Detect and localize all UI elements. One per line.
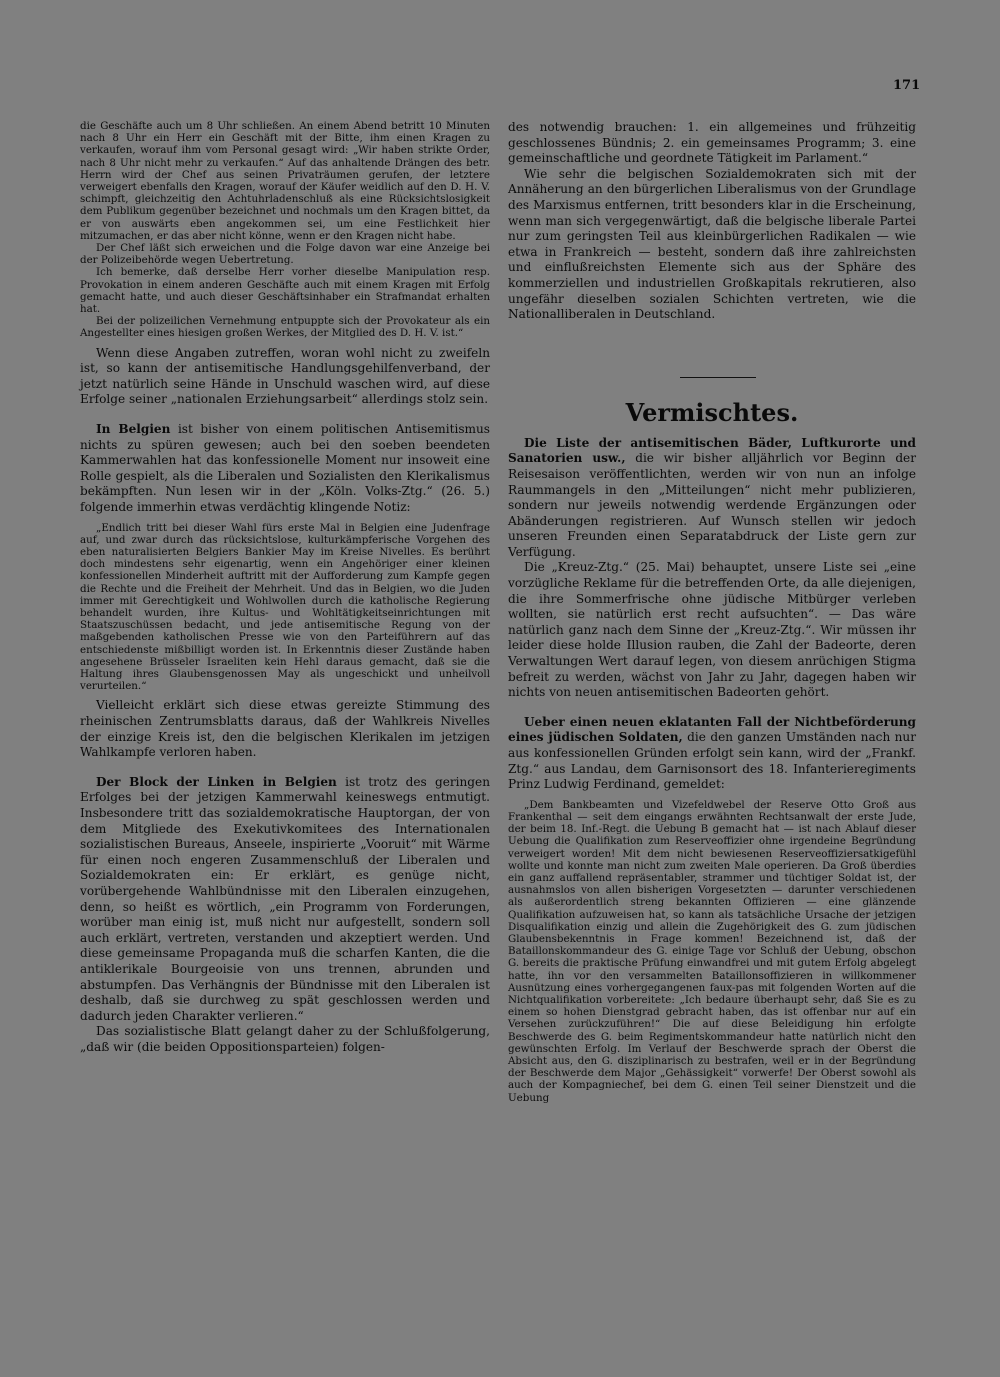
liste-heading: Die Liste der antisemitischen Bäder, Luftkurorte und Sanatorien usw.,: [508, 435, 916, 466]
belgien-heading: In Belgien: [96, 422, 171, 437]
quote-paragraph: die Geschäfte auch um 8 Uhr schließen. An einem Abend betritt 10 Minuten nach 8 Uhr ein Herr ein Geschäft mit der Bitte, ihm einen Kragen zu verkaufen, worauf ihm vom Personal gesagt wird: „Wir haben strikte Order, nach 8 Uhr nicht mehr zu verkaufen.“ Auf das anhaltende Drängen des betr. Herrn wird der Chef aus seinen Privaträumen gerufen, der letztere verweigert ebenfalls den Kragen, worauf der Käufer weidlich auf den D. H. V. schimpft, gleichzeitig den Achtuhrladenschluß als eine Rücksichtslosigkeit dem Publikum gegenüber bezeichnet und nochmals um den Kragen bittet, da er von auswärts eben angekommen sei, um eine Festlichkeit hier mitzumachen, er das aber nicht könne, wenn er den Kragen nicht habe.: [80, 120, 490, 242]
quote-paragraph: Bei der polizeilichen Vernehmung entpuppte sich der Provokateur als ein Angestellter eines hiesigen großen Werkes, der Mitglied des D. H. V. ist.“: [80, 315, 490, 340]
quote-paragraph: Ich bemerke, daß derselbe Herr vorher dieselbe Manipulation resp. Provokation in einem anderen Geschäfte auch mit einem Kragen mit Erfolg gemacht hatte, und auch dieser Geschäftsinhaber ein Strafmandat erhalten hat.: [80, 266, 490, 316]
block-paragraph: [80, 775, 490, 1025]
quote-paragraph: „Dem Bankbeamten und Vizefeldwebel der Reserve Otto Groß aus Frankenthal — seit dem eingangs erwähnten Rechtsanwalt der erste Jude, der beim 18. Inf.-Regt. die Uebung B gemacht hat — ist nach Ablauf dieser Uebung die Qualifikation zum Reserveoffizier ohne irgendeine Begründung verweigert worden! Mit dem nicht bewiesenen Reserveoffiziersatkigefühl wollte und konnte man nicht zum zweiten Male operieren. Da Groß überdies ein ganz auffallend repräsentabler, strammer und tüchtiger Soldat ist, der ausnahmslos von allen bisherigen Vorgesetzten — darunter verschiedenen als außerordentlich streng bekannten Offizieren — eine glänzende Qualifikation aufzuweisen hat, so kann als tatsächliche Ursache der jetzigen Disqualifikation einzig und allein die Zugehörigkeit des G. zum jüdischen Glaubensbekenntnis in Frage kommen! Bezeichnend ist, daß der Bataillonskommandeur des G. einige Tage vor Schluß der Uebung, obschon G. bereits die praktische Prüfung einwandfrei und mit gutem Erfolg abgelegt hatte, ihn vor den versammelten Bataillonsoffizieren in willkommener Ausnützung eines vorhergegangenen faux-pas mit folgenden Worten auf die Nichtqualifikation vorbereitete: „Ich bedaure überhaupt sehr, daß Sie es zu einem so hohen Dienstgrad gebracht haben, das ist offenbar nur auf ein Versehen zurückzuführen!“ Die auf diese Beleidigung hin erfolgte Beschwerde des G. beim Regimentskommandeur hatte natürlich nicht den gewünschten Erfolg. Im Verlauf der Beschwerde sprach der Oberst die Absicht aus, den G. disziplinarisch zu bestrafen, weil er in der Begründung der Beschwerde dem Major „Gehässigkeit“ vorwerfe! Der Oberst sowohl als auch der Kompagniechef, bei dem G. einen Teil seiner Dienstzeit und die Uebung: [508, 798, 916, 1104]
body-paragraph: Die „Kreuz-Ztg.“ (25. Mai) behauptet, unsere Liste sei „eine vorzügliche Reklame für die betreffenden Orte, da alle diejenigen, die ihre Sommerfrische ohne jüdische Mitbürger verleben wollten, sie natürlich erst recht aufsuchten“. — Das wäre natürlich ganz nach dem Sinne der „Kreuz-Ztg.“. Wir müssen ihr leider diese holde Illusion rauben, die Zahl der Badeorte, deren Verwaltungen Wert darauf legen, von diesem anrüchigen Stigma befreit zu werden, wächst von Jahr zu Jahr, dagegen haben wir nichts von neuen antisemitischen Badeorten gehört.: [508, 560, 916, 700]
fall-paragraph: [508, 715, 916, 793]
body-paragraph: Das sozialistische Blatt gelangt daher zu der Schlußfolgerung, „daß wir (die beiden Oppositionsparteien) folgen-: [80, 1024, 490, 1054]
quote-paragraph: „Endlich tritt bei dieser Wahl fürs erste Mal in Belgien eine Judenfrage auf, und zwar durch das rücksichtslose, kulturkämpferische Vorgehen des eben naturalisierten Belgiers Bankier May im Kreise Nivelles. Es berührt doch mindestens sehr eigenartig, wenn ein Angehöriger einer kleinen konfessionellen Minderheit auftritt mit der Aufforderung zum Kampfe gegen die Rechte und die Freiheit der Mehrheit. Und das in Belgien, wo die Juden immer mit Gerechtigkeit und Wohlwollen durch die katholische Regierung behandelt wurden, ihre Kultus- und Wohltätigkeitseinrichtungen mit Staatszuschüssen bedacht, und jede antisemitische Regung von der maßgebenden katholischen Presse wie von den Parteiführern auf das entschiedenste mißbilligt worden ist. In Erkenntnis dieser Zustände haben angesehene Brüsseler Israeliten kein Hehl daraus gemacht, daß sie die Haltung ihres Glaubensgenossen May als ungeschickt und unheilvoll verurteilen.“: [80, 521, 490, 693]
liste-text: die wir bisher alljährlich vor Beginn der Reisesaison veröffentlichten, werden wir von nun an infolge Raummangels in den „Mitteilungen“ nicht mehr publizieren, sondern nur jeweils notwendig werdende Ergänzungen oder Abänderungen registrieren. Auf Wunsch stellen wir jedoch unseren Freunden einen Separatabdruck der Liste gern zur Verfügung.: [508, 451, 916, 559]
section-divider: [680, 377, 756, 378]
liste-paragraph: [508, 436, 916, 561]
body-paragraph: Wie sehr die belgischen Sozialdemokraten sich mit der Annäherung an den bürgerlichen Liberalismus von der Grundlage des Marxismus entfernen, tritt besonders klar in die Erscheinung, wenn man sich vergegenwärtigt, daß die belgische liberale Partei nur zum geringsten Teil aus kleinbürgerlichen Radikalen — wie etwa in Frankreich — besteht, sondern daß ihre zahlreichsten und einflußreichsten Elemente sich aus der Sphäre des kommerziellen und industriellen Großkapitals rekrutieren, also ungefähr dieselben sozialen Schichten vertreten, wie die Nationalliberalen in Deutschland.: [508, 166, 916, 322]
section-title: Vermischtes.: [625, 397, 799, 427]
body-paragraph: Wenn diese Angaben zutreffen, woran wohl nicht zu zweifeln ist, so kann der antisemitische Handlungsgehilfenverband, der jetzt natürlich seine Hände in Unschuld waschen wird, auf diese Erfolge seiner „nationalen Erziehungsarbeit“ allerdings stolz sein.: [80, 345, 490, 407]
left-column: [80, 120, 490, 1056]
right-column: [508, 120, 916, 1104]
block-text: ist trotz des geringen Erfolges bei der jetzigen Kammerwahl keineswegs entmutigt. Insbesondere tritt das sozialdemokratische Hauptorgan, der von dem Mitgliede des Exekutivkomitees des Internationalen sozialistischen Bureaus, Anseele, inspirierte „Vooruit“ mit Wärme für einen noch engeren Zusammenschluß der Liberalen und Sozialdemokraten ein: Er erklärt, es genüge nicht, vorübergehende Wahlbündnisse mit den Liberalen einzugehen, denn, so heißt es wörtlich, „ein Programm von Forderungen, worüber man einig ist, muß nicht nur aufgestellt, sondern soll auch erklärt, vertreten, verstanden und akzeptiert werden. Und diese gemeinsame Propaganda muß die scharfen Kanten, die die antiklerikale Bourgeoisie von uns trennen, abrunden und abstumpfen. Das Verhängnis der Bündnisse mit den Liberalen ist deshalb, daß sie durchweg zu spät geschlossen werden und dadurch jeden Charakter verlieren.“: [80, 774, 490, 1023]
fall-heading: Ueber einen neuen eklatanten Fall der Nichtbeförderung eines jüdischen Soldaten,: [508, 714, 916, 745]
belgien-text: ist bisher von einem politischen Antisemitismus nichts zu spüren gewesen; auch bei den soeben beendeten Kammerwahlen hat das konfessionelle Moment nur insoweit eine Rolle gespielt, als die Liberalen und Sozialisten den Klerikalismus bekämpften. Nun lesen wir in der „Köln. Volks-Ztg.“ (26. 5.) folgende immerhin etwas verdächtig klingende Notiz:: [80, 422, 490, 514]
body-paragraph: des notwendig brauchen: 1. ein allgemeines und frühzeitig geschlossenes Bündnis; 2. ein gemeinsames Programm; 3. eine gemeinschaftliche und geordnete Tätigkeit im Parlament.“: [508, 120, 916, 166]
block-heading: Der Block der Linken in Belgien: [96, 774, 337, 789]
belgien-paragraph: [80, 422, 490, 516]
fall-text: die den ganzen Umständen nach nur aus konfessionellen Gründen erfolgt sein kann, wird der „Frankf. Ztg.“ aus Landau, dem Garnisonsort des 18. Infanterieregiments Prinz Ludwig Ferdinand, gemeldet:: [508, 730, 916, 792]
page-number: 171: [893, 78, 921, 93]
body-paragraph: Vielleicht erklärt sich diese etwas gereizte Stimmung des rheinischen Zentrumsblatts daraus, daß der Wahlkreis Nivelles der einzige Kreis ist, den die belgischen Klerikalen im jetzigen Wahlkampfe verloren haben.: [80, 698, 490, 760]
quote-paragraph: Der Chef läßt sich erweichen und die Folge davon war eine Anzeige bei der Polizeibehörde wegen Uebertretung.: [80, 242, 490, 267]
